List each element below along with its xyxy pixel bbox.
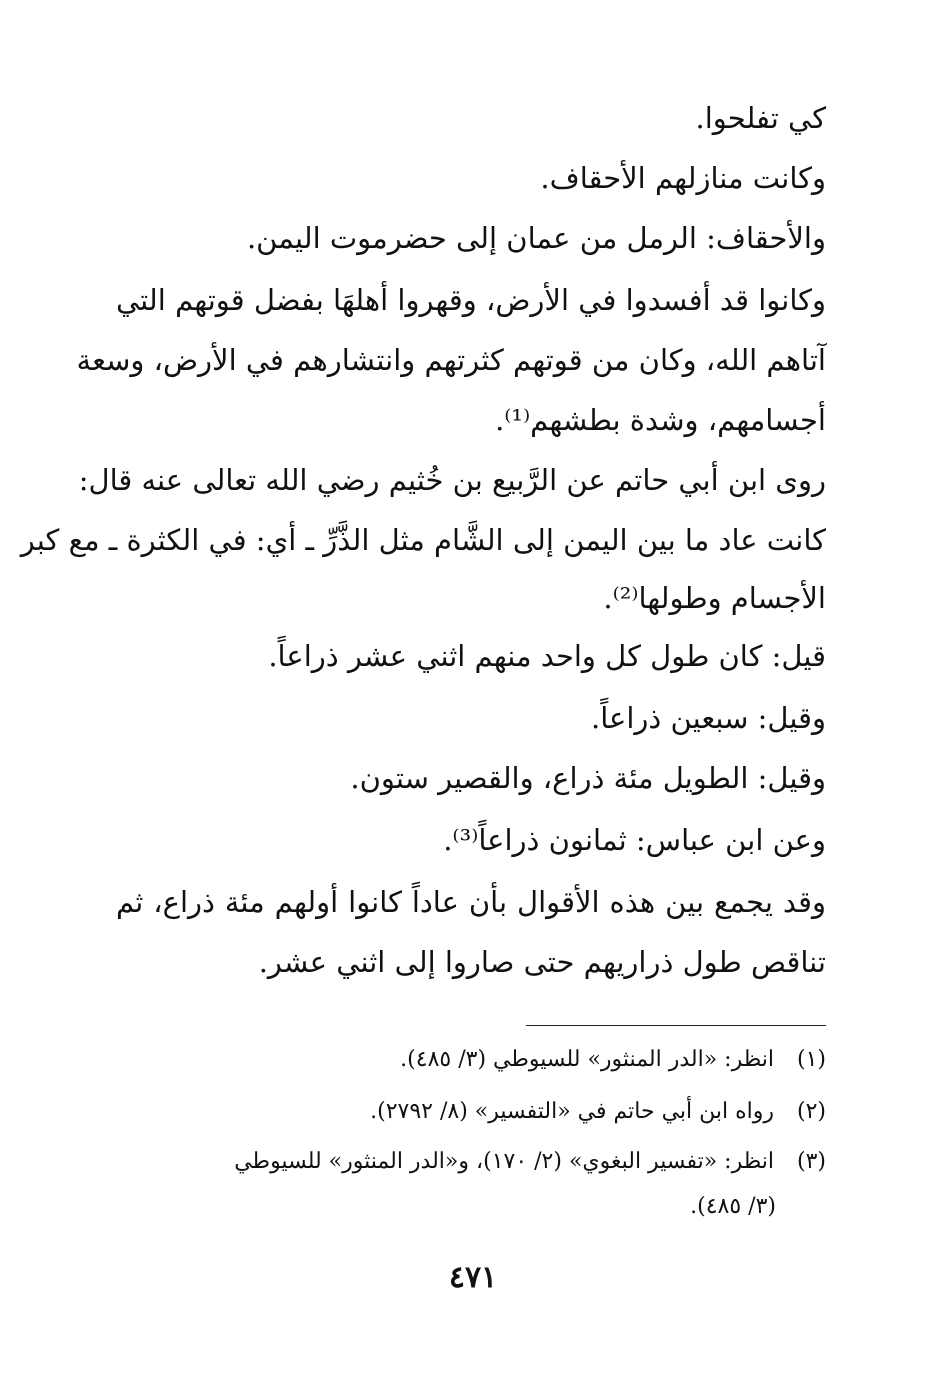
body-line: الأجسام وطولها⁽²⁾. [603, 581, 826, 615]
body-line: وقد يجمع بين هذه الأقوال بأن عاداً كانوا أولهم مئة ذراع، ثم [116, 885, 826, 919]
footnote-text: انظر: «تفسير البغوي» (٢/ ١٧٠)، و«الدر المنثور» للسيوطي [234, 1149, 774, 1174]
body-line: وكانوا قد أفسدوا في الأرض، وقهروا أهلهَا بفضل قوتهم التي [116, 283, 826, 317]
body-line: والأحقاف: الرمل من عمان إلى حضرموت اليمن. [246, 221, 826, 255]
footnote-separator [526, 1025, 826, 1026]
body-line: كي تفلحوا. [695, 101, 826, 135]
body-line: قيل: كان طول كل واحد منهم اثني عشر ذراعاً. [268, 639, 826, 673]
body-line: وكانت منازلهم الأحقاف. [540, 161, 826, 195]
body-line: وعن ابن عباس: ثمانون ذراعاً⁽³⁾. [443, 823, 826, 857]
footnote-number: (٣) [796, 1149, 826, 1174]
footnote-number: (٢) [796, 1099, 826, 1124]
body-line: وقيل: سبعين ذراعاً. [591, 701, 826, 735]
body-line: وقيل: الطويل مئة ذراع، والقصير ستون. [350, 761, 826, 795]
body-line: تناقص طول ذراريهم حتى صاروا إلى اثني عشر. [258, 945, 826, 979]
footnote-3-continuation: (٣/ ٤٨٥). [690, 1194, 776, 1219]
footnote-2 [370, 1097, 826, 1127]
body-line: كانت عاد ما بين اليمن إلى الشَّام مثل الذَّرِّ ـ أي: في الكثرة ـ مع كبر [20, 523, 826, 557]
body-line: أجسامهم، وشدة بطشهم⁽¹⁾. [495, 403, 826, 437]
page-number: ٤٧١ [448, 1260, 498, 1295]
footnote-number: (١) [796, 1047, 826, 1072]
body-line: آتاهم الله، وكان من قوتهم كثرتهم وانتشارهم في الأرض، وسعة [76, 343, 826, 377]
footnote-1 [400, 1045, 826, 1075]
footnote-3 [234, 1147, 826, 1177]
footnote-text: انظر: «الدر المنثور» للسيوطي (٣/ ٤٨٥). [400, 1047, 774, 1072]
footnote-text: رواه ابن أبي حاتم في «التفسير» (٨/ ٢٧٩٢). [370, 1099, 774, 1124]
body-line: روى ابن أبي حاتم عن الرَّبيع بن خُثيم رضي الله تعالى عنه قال: [78, 463, 826, 497]
